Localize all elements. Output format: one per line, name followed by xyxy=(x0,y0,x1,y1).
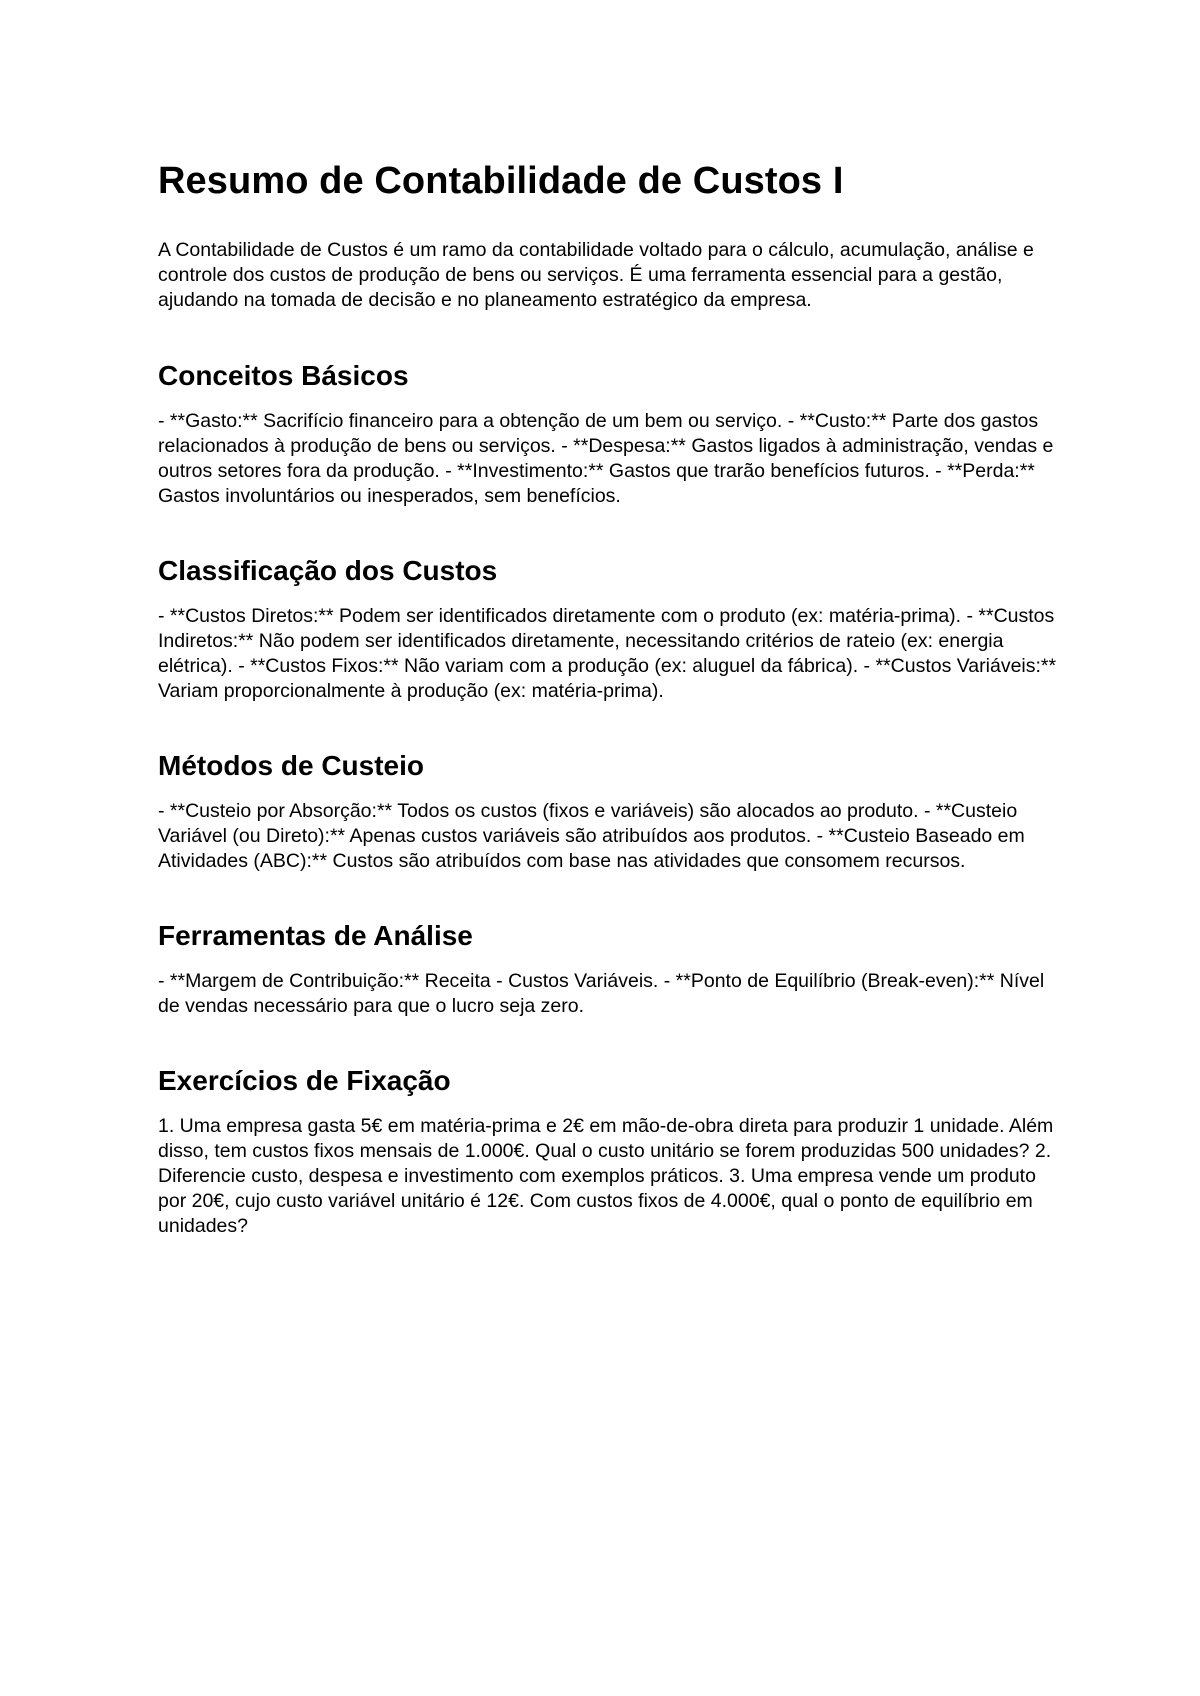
section-body: - **Margem de Contribuição:** Receita - Custos Variáveis. - **Ponto de Equilíbrio (Break-even):** Nível de vendas necessário para que o lucro seja zero. xyxy=(158,970,1045,1017)
section-classificacao-custos xyxy=(158,554,1060,704)
section-body: 1. Uma empresa gasta 5€ em matéria-prima e 2€ em mão-de-obra direta para produzir 1 unidade. Além disso, tem custos fixos mensais de 1.000€. Qual o custo unitário se forem produzidas 500 unidades? 2. Diferencie custo, despesa e investimento com exemplos práticos. 3. Uma empresa vende um produto por 20€, cujo custo variável unitário é 12€. Com custos fixos de 4.000€, qual o ponto de equilíbrio em unidades? xyxy=(158,1115,1054,1237)
section-body: - **Custos Diretos:** Podem ser identificados diretamente com o produto (ex: matéria-prima). - **Custos Indiretos:** Não podem ser identificados diretamente, necessitando critérios de rateio (ex: energia elétrica). - **Custos Fixos:** Não variam com a produção (ex: aluguel da fábrica). - **Custos Variáveis:** Variam proporcionalmente à produção (ex: matéria-prima). xyxy=(158,605,1057,702)
intro-paragraph: A Contabilidade de Custos é um ramo da contabilidade voltado para o cálculo, acumulação, análise e controle dos custos de produção de bens ou serviços. É uma ferramenta essencial para a gestão, ajudando na tomada de decisão e no planeamento estratégico da empresa. xyxy=(158,239,1034,311)
section-ferramentas-analise xyxy=(158,919,1060,1019)
document-title: Resumo de Contabilidade de Custos I xyxy=(158,160,844,202)
section-exercicios-fixacao xyxy=(158,1064,1060,1239)
section-body: - **Custeio por Absorção:** Todos os custos (fixos e variáveis) são alocados ao produto. - **Custeio Variável (ou Direto):** Apenas custos variáveis são atribuídos aos produtos. - **Custeio Baseado em Atividades (ABC):** Custos são atribuídos com base nas atividades que consomem recursos. xyxy=(158,800,1025,872)
section-heading: Conceitos Básicos xyxy=(158,360,409,391)
section-heading: Classificação dos Custos xyxy=(158,555,498,586)
section-conceitos-basicos xyxy=(158,359,1060,509)
section-metodos-custeio xyxy=(158,749,1060,874)
section-heading: Ferramentas de Análise xyxy=(158,920,473,951)
section-body: - **Gasto:** Sacrifício financeiro para a obtenção de um bem ou serviço. - **Custo:** Parte dos gastos relacionados à produção de bens ou serviços. - **Despesa:** Gastos ligados à administração, vendas e outros setores fora da produção. - **Investimento:** Gastos que trarão benefícios futuros. - **Perda:** Gastos involuntários ou inesperados, sem benefícios. xyxy=(158,410,1054,507)
section-heading: Métodos de Custeio xyxy=(158,750,425,781)
section-heading: Exercícios de Fixação xyxy=(158,1065,451,1096)
